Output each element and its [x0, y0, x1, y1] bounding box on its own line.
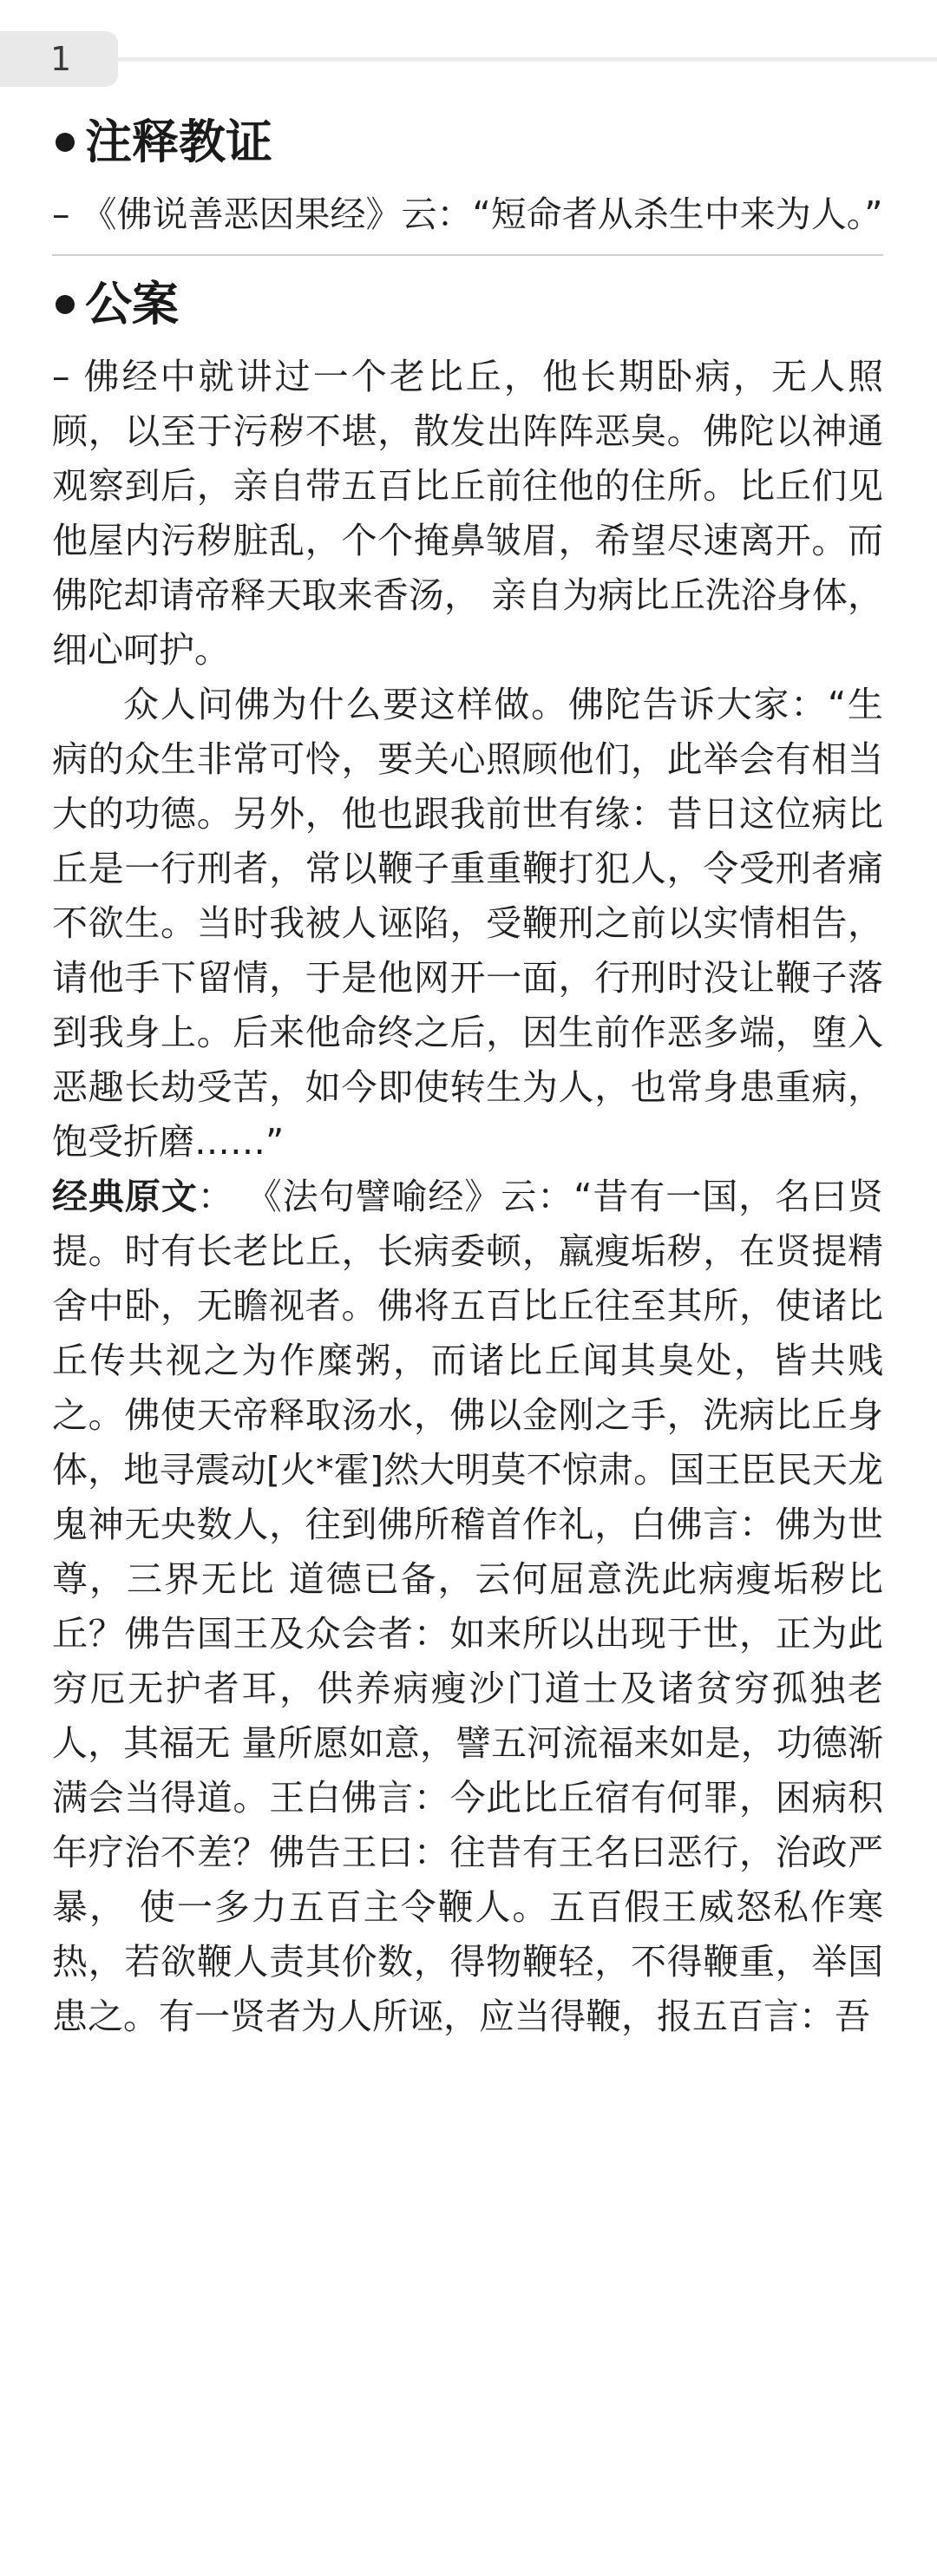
case-heading-text: 公案	[85, 277, 179, 331]
page-number-badge	[0, 31, 118, 87]
annotation-heading	[52, 111, 883, 174]
page-number: 1	[50, 40, 72, 78]
classic-source-paragraph	[52, 1170, 883, 2044]
page-divider-line	[118, 57, 937, 62]
bullet-icon	[56, 133, 75, 152]
document-content	[52, 111, 883, 2044]
case-paragraph-2: 众人问佛为什么要这样做。佛陀告诉大家：“生病的众生非常可怜，要关心照顾他们，此举会有相当大的功德。另外，他也跟我前世有缘：昔日这位病比丘是一行刑者，常以鞭子重重鞭打犯人，令受刑者痛不欲生。当时我被人诬陷，受鞭刑之前以实情相告，请他手下留情，于是他网开一面，行刑时没让鞭子落到我身上。后来他命终之后，因生前作恶多端，堕入恶趣长劫受苦，如今即使转生为人，也常身患重病，饱受折磨……”	[52, 684, 883, 1163]
classic-source-label: 经典原文	[52, 1176, 198, 1217]
classic-source-text: ： 《法句譬喻经》云：“昔有一国，名曰贤提。时有长老比丘，长病委顿，羸瘦垢秽，在贤提精舍中卧，无瞻视者。佛将五百比丘往至其所，使诸比丘传共视之为作糜粥，而诸比丘闻其臭处，皆共贱之。佛使天帝释取汤水，佛以金刚之手，洗病比丘身体，地寻震动[火*霍]然大明莫不惊肃。国王臣民天龙鬼神无央数人，往到佛所稽首作礼，白佛言：佛为世尊，三界无比 道德已备，云何屈意洗此病瘦垢秽比丘？佛告国王及众会者：如来所以出现于世，正为此穷厄无护者耳，供养病瘦沙门道士及诸贫穷孤独老人，其福无 量所愿如意，譬五河流福来如是，功德渐满会当得道。王白佛言：今此比丘宿有何罪，困病积年疗治不差？佛告王曰：往昔有王名曰恶行，治政严暴， 使一多力五百主令鞭人。五百假王威怒私作寒热，若欲鞭人责其价数，得物鞭轻，不得鞭重，举国患之。有一贤者为人所诬，应当得鞭，报五百言：吾	[52, 1176, 883, 2037]
annotation-text: – 《佛说善恶因果经》云：“短命者从杀生中来为人。”	[52, 193, 883, 235]
case-paragraph-1: – 佛经中就讲过一个老比丘，他长期卧病，无人照顾，以至于污秽不堪，散发出阵阵恶臭。佛陀以神通观察到后，亲自带五百比丘前往他的住所。比丘们见 他屋内污秽脏乱，个个掩鼻皱眉，希望尽速离开。而佛陀却请帝释天取来香汤， 亲自为病比丘洗浴身体，细心呵护。	[52, 356, 883, 671]
section-divider	[52, 254, 883, 256]
annotation-heading-text: 注释教证	[85, 115, 272, 169]
case-heading	[52, 273, 883, 336]
bullet-icon	[56, 295, 75, 314]
